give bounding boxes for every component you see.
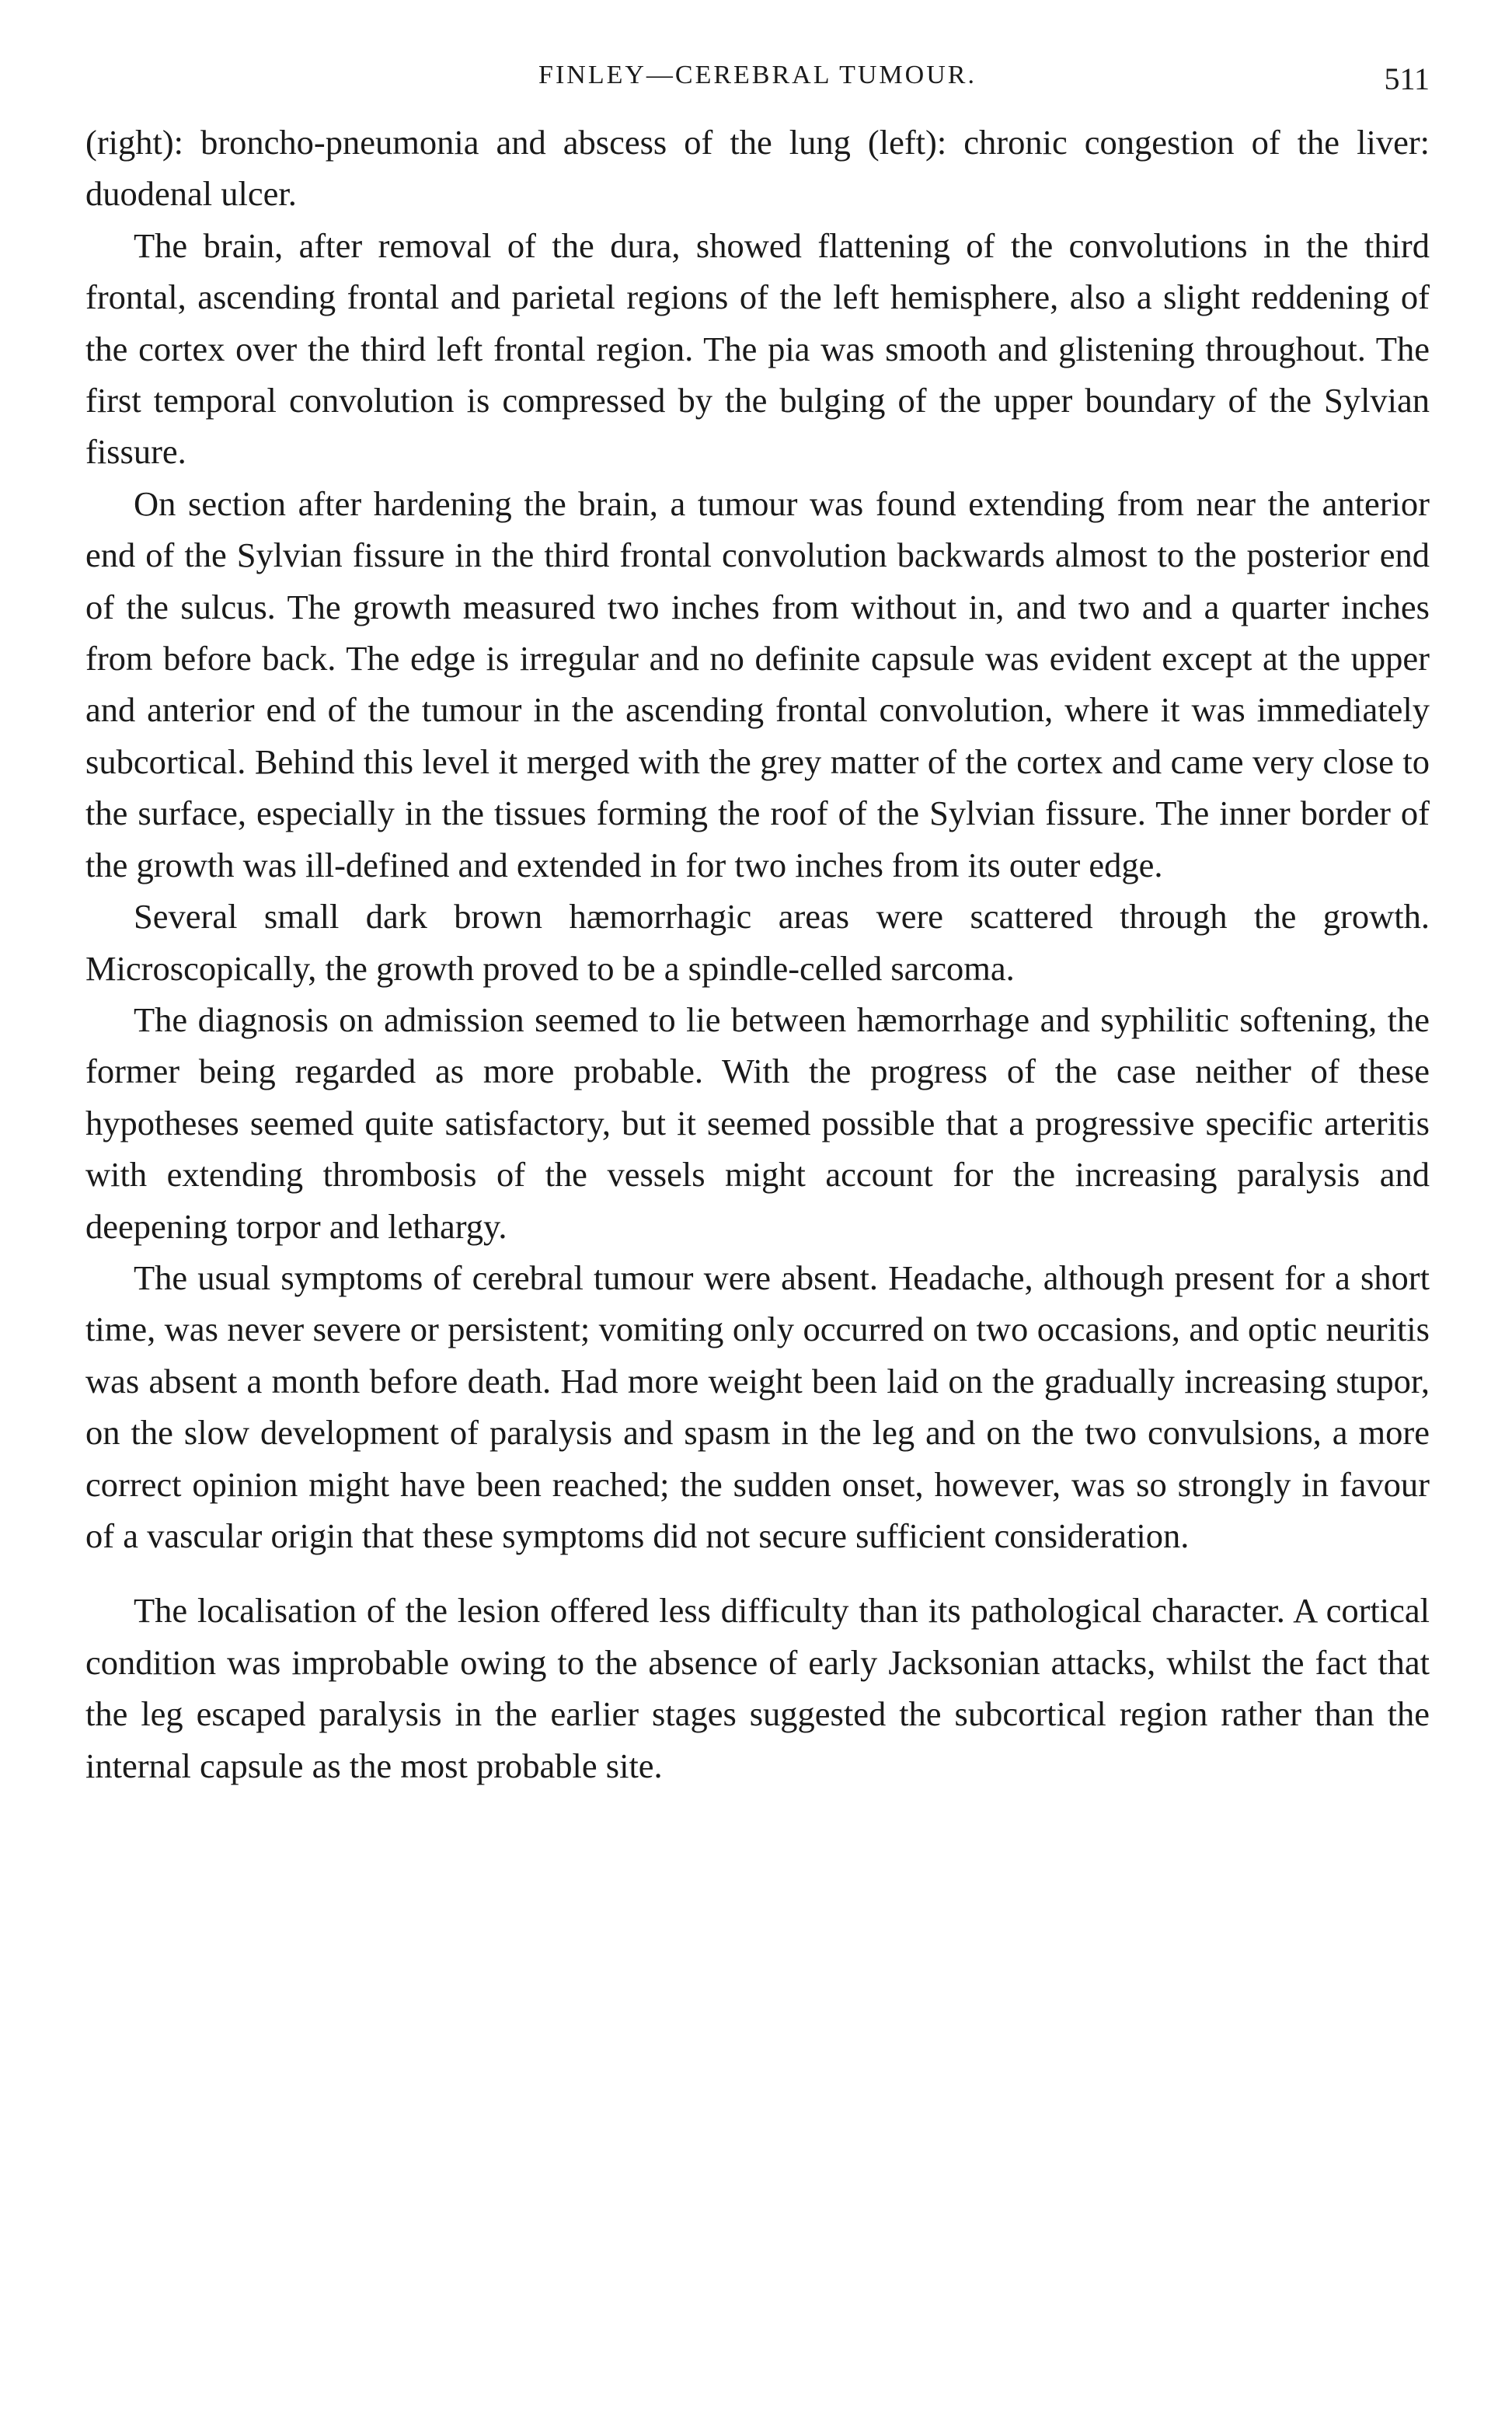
paragraph: The usual symptoms of cerebral tumour were absent. Headache, although present for a short time, was never severe or persistent; vomiting only occurred on two occasions, and optic neuritis was absent a month before death. Had more weight been laid on the gradually increasing stupor, on the slow development of paralysis and spasm in the leg and on the two convulsions, a more correct opinion might have been reached; the sudden onset, however, was so strongly in favour of a vascular origin that these symptoms did not secure sufficient consideration. bbox=[85, 1258, 1430, 1555]
paragraph: The diagnosis on admission seemed to lie between hæmorrhage and syphilitic softening, the former being regarded as more probable. With the progress of the case neither of these hypotheses seemed quite satisfactory, but it seemed possible that a progressive specific arteritis with extending thrombosis of the vessels might account for the increasing paralysis and deepening torpor and lethargy. bbox=[85, 999, 1430, 1246]
running-head: FINLEY—CEREBRAL TUMOUR. bbox=[538, 61, 977, 89]
paragraph: The localisation of the lesion offered less difficulty than its pathological character. A cortical condition was improbable owing to the absence of early Jacksonian attacks, whilst the fact that the leg escaped paralysis in the earlier stages suggested the subcortical region rather than the internal capsule as the most probable site. bbox=[85, 1591, 1430, 1785]
paragraph: On section after hardening the brain, a tumour was found extending from near the anterior end of the Sylvian fissure in the third frontal convolution backwards almost to the posterior end of the sulcus. The growth measured two inches from without in, and two and a quarter inches from before back. The edge is irregular and no definite capsule was evident except at the upper and anterior end of the tumour in the ascending frontal convolution, where it was immediately subcortical. Behind this level it merged with the grey matter of the cortex and came very close to the surface, especially in the tissues forming the roof of the Sylvian fissure. The inner border of the growth was ill-defined and extended in for two inches from its outer edge. bbox=[85, 483, 1430, 884]
paragraph: The brain, after removal of the dura, showed flattening of the convolutions in the third frontal, ascending frontal and parietal regions of the left hemisphere, also a slight reddening of the cortex over the third left frontal region. The pia was smooth and glistening throughout. The first temporal convolution is compressed by the bulging of the upper boundary of the Sylvian fissure. bbox=[85, 225, 1430, 472]
paragraph: Several small dark brown hæmorrhagic areas were scattered through the growth. Microscopically, the growth proved to be a spindle-celled sarcoma. bbox=[85, 897, 1430, 988]
page-number: 511 bbox=[1384, 61, 1430, 96]
body-text bbox=[85, 117, 1430, 1791]
page-header bbox=[85, 61, 1430, 107]
paragraph: (right): broncho-pneumonia and abscess of the lung (left): chronic congestion of the liver: duodenal ulcer. bbox=[85, 123, 1430, 214]
